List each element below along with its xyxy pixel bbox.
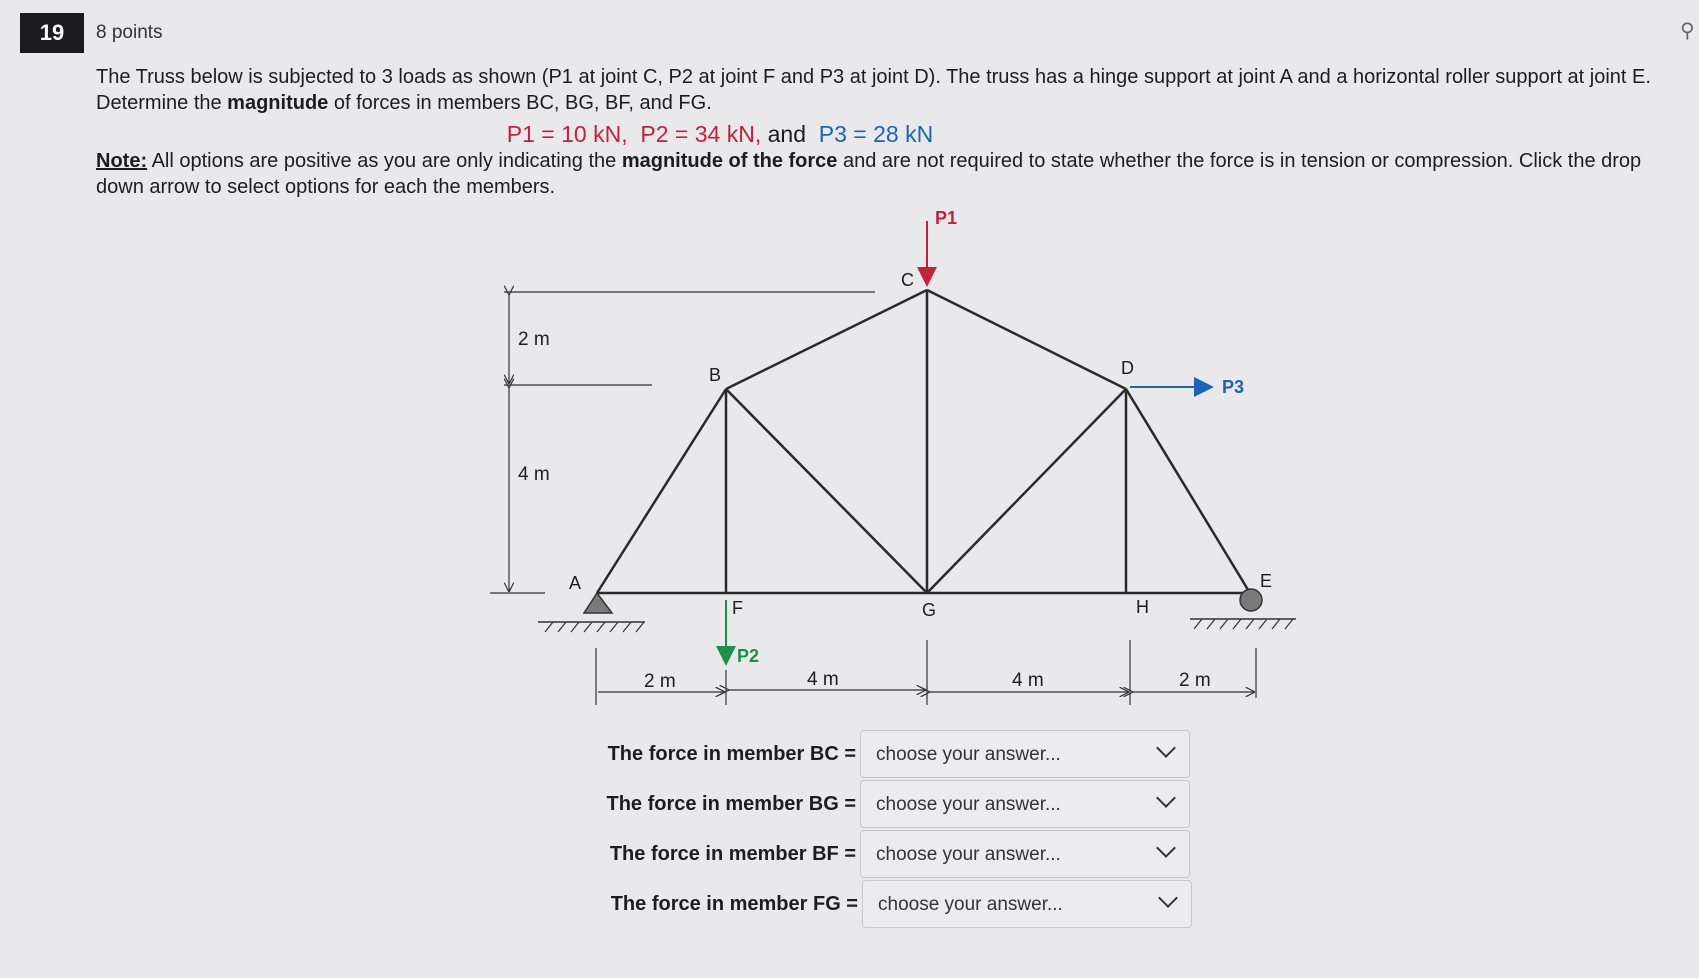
dim-label-2m-top: 2 m (518, 329, 550, 350)
horizontal-dimensions (596, 640, 1256, 705)
dropdown-placeholder: choose your answer... (878, 894, 1063, 915)
answer-dropdown-fg[interactable] (862, 880, 1192, 928)
ground-hatch-e (1194, 619, 1293, 629)
question-points: 8 points (96, 22, 163, 43)
member-cd (927, 290, 1126, 389)
hinge-support-a (584, 593, 612, 613)
joint-label-h: H (1136, 597, 1149, 617)
answer-label-bg: The force in member BG = (606, 793, 856, 815)
load-p3: P3 = 28 kN (818, 121, 934, 147)
chevron-down-icon[interactable] (1158, 888, 1178, 908)
chevron-down-icon[interactable] (1156, 788, 1176, 808)
answer-row-fg (0, 880, 858, 928)
dim-label-s2: 4 m (807, 669, 839, 690)
pin-icon[interactable]: ⚲ (1680, 20, 1695, 42)
joint-label-c: C (901, 270, 914, 290)
roller-support-e (1240, 589, 1262, 611)
note-text-end: and are not required to state whether the force is in tension or compression. Click the drop down arrow to select options for each the members. (96, 150, 1642, 198)
member-dg (927, 389, 1126, 593)
prompt-text: The Truss below is subjected to 3 loads as shown (P1 at joint C, P2 at joint F and P3 at joint D). The truss has a hinge support at joint A and a horizontal roller support at joint E. Determine the (96, 66, 1651, 114)
question-number: 19 (20, 13, 84, 53)
truss-members (597, 290, 1250, 593)
answer-label-fg: The force in member FG = (610, 893, 858, 915)
note-text: All options are positive as you are only indicating the (147, 150, 622, 172)
prompt-text-end: of forces in members BC, BG, BF, and FG. (328, 92, 712, 114)
load-and: and (767, 121, 806, 147)
answer-dropdown-bg[interactable] (860, 780, 1190, 828)
member-de (1126, 389, 1250, 593)
member-ab (597, 389, 726, 593)
joint-label-a: A (569, 573, 582, 593)
dim-label-s1: 2 m (644, 671, 676, 692)
ground-hatch-a (545, 622, 644, 632)
note-bold: magnitude of the force (621, 150, 838, 172)
dropdown-placeholder: choose your answer... (876, 744, 1061, 765)
dim-label-4m-left: 4 m (518, 464, 550, 485)
answer-label-bf: The force in member BF = (609, 843, 856, 865)
load-p1: P1 = 10 kN, (506, 121, 628, 147)
joint-label-e: E (1260, 571, 1273, 591)
dim-label-s3: 4 m (1012, 670, 1044, 691)
joint-label-d: D (1121, 358, 1134, 378)
dim-label-s4: 2 m (1179, 670, 1211, 691)
load-label-p1: P1 (935, 208, 958, 228)
answer-label-bc: The force in member BC = (607, 743, 856, 765)
note-label: Note: (96, 150, 148, 172)
dropdown-placeholder: choose your answer... (876, 844, 1061, 865)
prompt-bold: magnitude (227, 92, 329, 114)
joint-label-f: F (732, 598, 743, 618)
answer-dropdown-bc[interactable] (860, 730, 1190, 778)
load-label-p3: P3 (1222, 377, 1245, 397)
answer-row-bf (0, 830, 856, 878)
answer-dropdown-bf[interactable] (860, 830, 1190, 878)
answer-row-bg (0, 780, 856, 828)
joint-label-g: G (922, 600, 937, 620)
load-label-p2: P2 (737, 646, 760, 666)
chevron-down-icon[interactable] (1156, 838, 1176, 858)
answer-row-bc (0, 730, 856, 778)
joint-label-b: B (709, 365, 722, 385)
load-p2: P2 = 34 kN, (640, 121, 762, 147)
chevron-down-icon[interactable] (1156, 738, 1176, 758)
member-bg (726, 389, 927, 593)
dropdown-placeholder: choose your answer... (876, 794, 1061, 815)
member-bc (726, 290, 927, 389)
